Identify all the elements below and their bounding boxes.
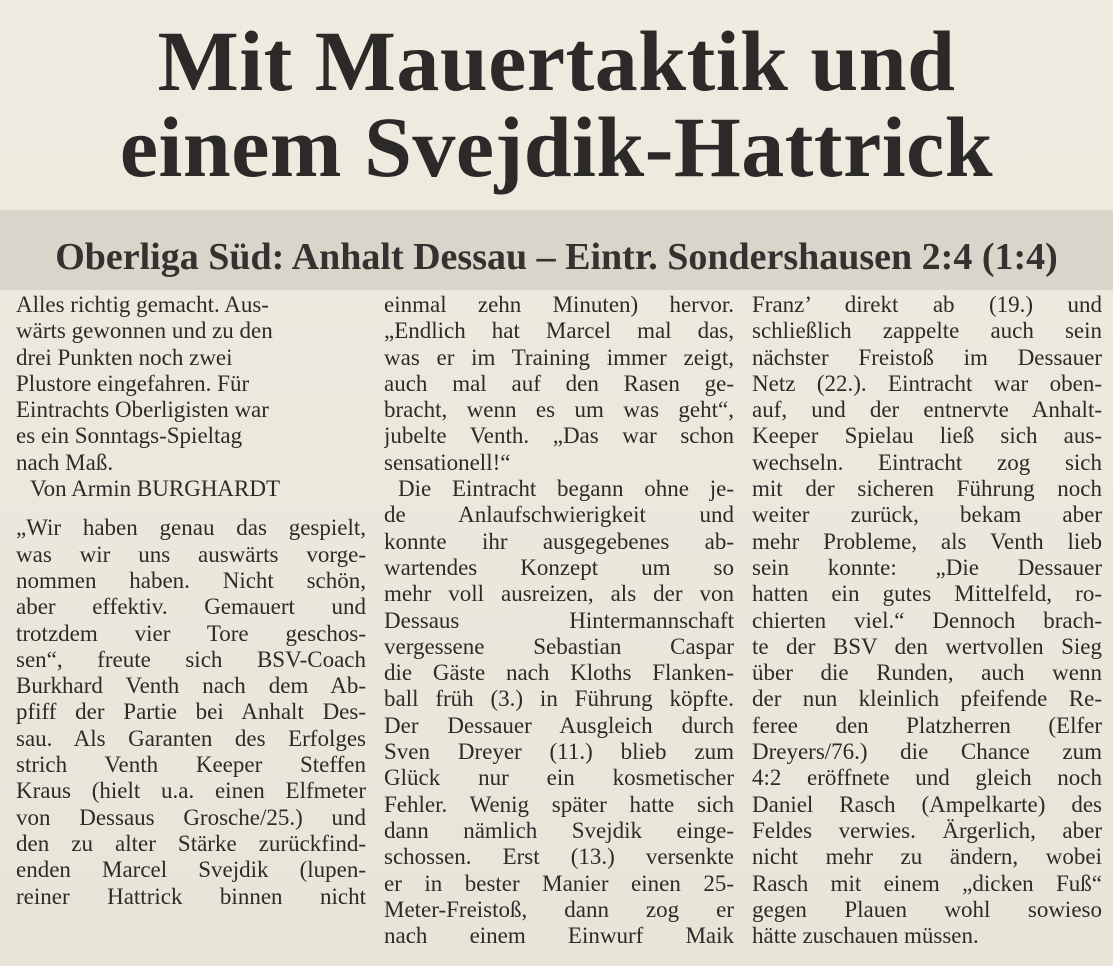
text-line: Plustore eingefahren. Für	[16, 370, 250, 396]
text-line: jubelte Venth. „Das war schon	[384, 423, 734, 449]
text-line: Sven Dreyer (11.) blieb zum	[384, 739, 734, 765]
text-line: hätte zuschauen müssen.	[752, 923, 979, 949]
text-line: der nun kleinlich pfeifende Re-	[752, 686, 1102, 712]
text-line: Dreyers/76.) die Chance zum	[752, 739, 1102, 765]
text-line: Keeper Spielau ließ sich aus-	[752, 423, 1102, 449]
text-line: nächster Freistoß im Dessauer	[752, 344, 1102, 370]
text-line: mit der sicheren Führung noch	[752, 476, 1102, 502]
text-line: auch mal auf den Rasen ge-	[384, 370, 734, 396]
text-line: wartendes Konzept um so	[384, 554, 734, 580]
text-line: Franz’ direkt ab (19.) und	[752, 292, 1102, 317]
text-line: trotzdem vier Tore geschos-	[16, 620, 366, 646]
text-line: ball früh (3.) in Führung köpfte.	[384, 686, 734, 712]
text-line: was er im Training immer zeigt,	[384, 344, 734, 370]
text-line: nicht mehr zu ändern, wobei	[752, 844, 1102, 870]
text-line: schließlich zappelte auch sein	[752, 318, 1102, 344]
article-subheadline: Oberliga Süd: Anhalt Dessau – Eintr. Sondershausen 2:4 (1:4)	[55, 236, 1058, 278]
text-line: te der BSV den wertvollen Sieg	[752, 633, 1102, 659]
text-line: wärts gewonnen und zu den	[16, 318, 273, 344]
text-line: bracht, wenn es um was geht“,	[384, 397, 734, 423]
text-line: Glück nur ein kosmetischer	[384, 765, 734, 791]
text-line: Die Eintracht begann ohne je-	[398, 476, 734, 502]
text-line: sen“, freute sich BSV-Coach	[16, 646, 366, 672]
article-column-2	[384, 292, 734, 949]
text-line: chierten viel.“ Dennoch brach-	[752, 607, 1102, 633]
text-line: dann nämlich Svejdik einge-	[384, 817, 734, 843]
text-line: „Wir haben genau das gespielt,	[16, 515, 366, 541]
text-line: auf, und der entnervte Anhalt-	[752, 397, 1102, 423]
text-line: Burkhard Venth nach dem Ab-	[16, 673, 366, 699]
text-line: gegen Plauen wohl sowieso	[752, 896, 1102, 922]
text-line: Feldes verwies. Ärgerlich, aber	[752, 817, 1102, 843]
text-line: Dessaus Hintermannschaft	[384, 607, 734, 633]
text-line: wechseln. Eintracht zog sich	[752, 449, 1102, 475]
text-line: enden Marcel Svejdik (lupen-	[16, 857, 366, 883]
text-line: Der Dessauer Ausgleich durch	[384, 712, 734, 738]
text-line: mehr voll ausreizen, als der von	[384, 581, 734, 607]
text-line: de Anlaufschwierigkeit und	[384, 502, 734, 528]
text-line: Rasch mit einem „dicken Fuß“	[752, 870, 1102, 896]
text-line: den zu alter Stärke zurückfind-	[16, 830, 366, 856]
text-line: Kraus (hielt u.a. einen Elfmeter	[16, 778, 366, 804]
text-line: mehr Probleme, als Venth lieb	[752, 528, 1102, 554]
text-line: es ein Sonntags-Spieltag	[16, 423, 243, 449]
text-line: Meter-Freistoß, dann zog er	[384, 896, 734, 922]
text-line: von Dessaus Grosche/25.) und	[16, 804, 366, 830]
paragraph-gap	[16, 502, 366, 515]
text-line: nach einem Einwurf Maik	[384, 923, 734, 949]
headline-line-2: einem Svejdik-Hattrick	[119, 99, 994, 195]
text-line: über die Runden, auch wenn	[752, 660, 1102, 686]
text-line: sau. Als Garanten des Erfolges	[16, 725, 366, 751]
text-line: die Gäste nach Kloths Flanken-	[384, 660, 734, 686]
text-line: was wir uns auswärts vorge-	[16, 541, 366, 567]
text-line: weiter zurück, bekam aber	[752, 502, 1102, 528]
text-line: strich Venth Keeper Steffen	[16, 752, 366, 778]
text-line: nommen haben. Nicht schön,	[16, 567, 366, 593]
text-line: Alles richtig gemacht. Aus-	[16, 292, 269, 317]
text-line: Eintrachts Oberligisten war	[16, 397, 269, 423]
text-line: reiner Hattrick binnen nicht	[16, 883, 366, 909]
text-line: 4:2 eröffnete und gleich noch	[752, 765, 1102, 791]
text-line: hatten ein gutes Mittelfeld, ro-	[752, 581, 1102, 607]
byline: Von Armin BURGHARDT	[30, 476, 281, 502]
article-headline	[0, 13, 1113, 195]
text-line: pfiff der Partie bei Anhalt Des-	[16, 699, 366, 725]
text-line: Daniel Rasch (Ampelkarte) des	[752, 791, 1102, 817]
text-line: nach Maß.	[16, 449, 114, 475]
text-line: feree den Platzherren (Elfer	[752, 712, 1102, 738]
text-line: Netz (22.). Eintracht war oben-	[752, 370, 1102, 396]
text-line: drei Punkten noch zwei	[16, 344, 233, 370]
text-line: schossen. Erst (13.) versenkte	[384, 844, 734, 870]
text-line: aber effektiv. Gemauert und	[16, 594, 366, 620]
text-line: konnte ihr ausgegebenes ab-	[384, 528, 734, 554]
text-line: vergessene Sebastian Caspar	[384, 633, 734, 659]
article-column-1	[16, 292, 366, 910]
text-line: einmal zehn Minuten) hervor.	[384, 292, 734, 317]
text-line: sensationell!“	[384, 449, 511, 475]
text-line: „Endlich hat Marcel mal das,	[384, 318, 734, 344]
headline-line-1: Mit Mauertaktik und	[157, 13, 956, 109]
text-line: sein konnte: „Die Dessauer	[752, 554, 1102, 580]
article-column-3	[752, 292, 1102, 949]
text-line: er in bester Manier einen 25-	[384, 870, 734, 896]
text-line: Fehler. Wenig später hatte sich	[384, 791, 734, 817]
